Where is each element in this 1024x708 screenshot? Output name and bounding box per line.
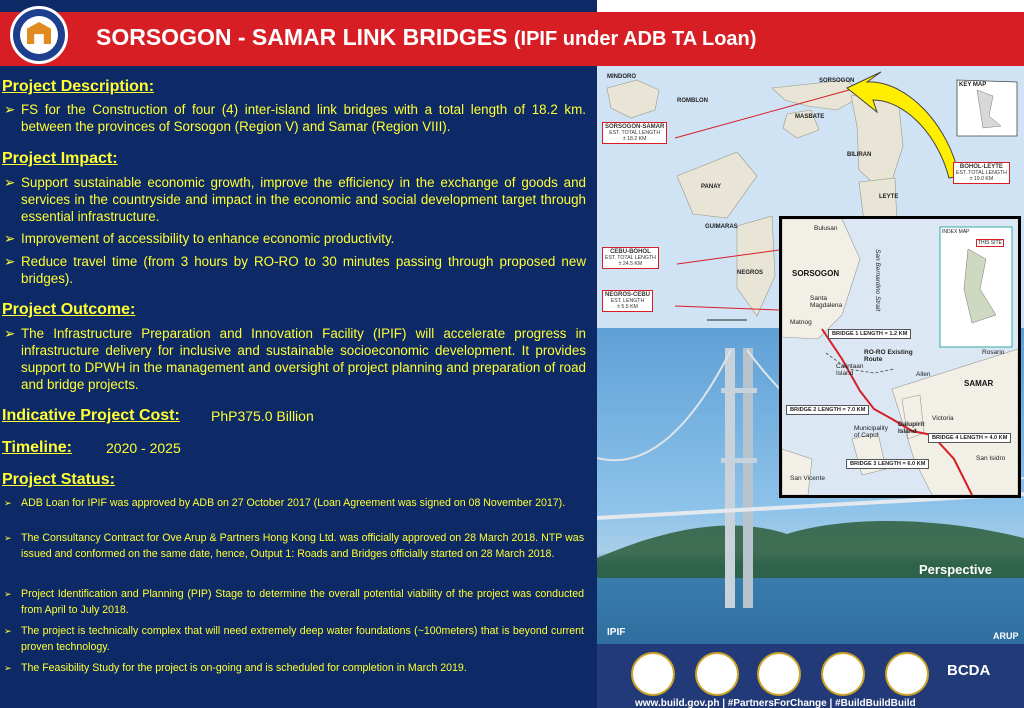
impact-item: ➢ Improvement of accessibility to enhance economic productivity. xyxy=(4,231,395,246)
link-length-box: CEBU-BOHOL EST. TOTAL LENGTH ± 24.5 KM xyxy=(602,247,659,269)
inset-label: INDEX MAP xyxy=(942,229,970,235)
inset-label: Municipality of Capul xyxy=(854,425,888,439)
arrow-bullet-icon: ➢ xyxy=(4,254,16,269)
dotr-seal-icon xyxy=(695,652,739,696)
timeline-label: Timeline: xyxy=(2,439,72,456)
bridge-length-box: BRIDGE 1 LENGTH = 1.2 KM xyxy=(828,329,911,339)
inset-label: Victoria xyxy=(932,415,954,422)
inset-label: SAMAR xyxy=(964,379,994,388)
perspective-caption: Perspective xyxy=(919,562,992,577)
arrow-bullet-icon: ➢ xyxy=(4,326,16,341)
outcome-heading: Project Outcome: xyxy=(2,301,136,318)
inset-label: Matnog xyxy=(790,319,812,326)
map-label: MASBATE xyxy=(795,114,825,120)
cost-label: Indicative Project Cost: xyxy=(2,407,180,424)
arrow-bullet-icon: ➢ xyxy=(4,589,12,599)
arrow-bullet-icon: ➢ xyxy=(4,175,16,190)
timeline-value: 2020 - 2025 xyxy=(106,440,181,456)
status-item: ➢ The Feasibility Study for the project is on-going and is scheduled for completion in March 2019. xyxy=(4,662,467,674)
link-length-box: NEGROS-CEBU EST. LENGTH ± 5.5 KM xyxy=(602,290,653,312)
arrow-bullet-icon: ➢ xyxy=(4,498,12,508)
description-item: ➢ FS for the Construction of four (4) inter-island link bridges with a total length of 18.2 km. between the provinces of Sorsogon (Region V) and Samar (Region VIII). xyxy=(4,102,586,134)
map-label: PANAY xyxy=(701,184,722,190)
map-label: BILIRAN xyxy=(847,152,872,158)
map-label: MINDORO xyxy=(607,74,636,80)
inset-label: THIS SITE xyxy=(978,240,1002,246)
map-label: LEYTE xyxy=(879,194,899,200)
inset-label: Calintaan Island xyxy=(836,363,864,377)
status-item: ➢ ADB Loan for IPIF was approved by ADB on 27 October 2017 (Loan Agreement was signed on 08 November 2017). xyxy=(4,497,566,509)
page-title: SORSOGON - SAMAR LINK BRIDGES (IPIF under ADB TA Loan) xyxy=(96,24,757,50)
inset-label: Dalupirit Island xyxy=(898,421,925,435)
arrow-bullet-icon: ➢ xyxy=(4,663,12,673)
impact-heading: Project Impact: xyxy=(2,150,118,167)
map-label: KEY MAP xyxy=(959,82,987,88)
inset-label: SORSOGON xyxy=(792,269,840,278)
map-label: ROMBLON xyxy=(677,98,708,104)
impact-item: ➢ Support sustainable economic growth, improve the efficiency in the exchange of goods and services in the countryside and impact in the economic and social development target through essential infrastructure. xyxy=(4,175,586,224)
link-length-box: BOHOL-LEYTE EST. TOTAL LENGTH ± 19.0 KM xyxy=(953,162,1010,184)
status-item: ➢ The Consultancy Contract for Ove Arup & Partners Hong Kong Ltd. was officially approved on 28 March 2018. NTP was issued and conformed on the same date, hence, Output 1: Roads and Bridges officially started on 28 March 2018. xyxy=(4,532,584,560)
header-top-strip-white xyxy=(597,0,1024,12)
dpwh-logo xyxy=(10,6,68,64)
outcome-item: ➢ The Infrastructure Preparation and Innovation Facility (IPIF) will accelerate progress in infrastructure delivery for inclusive and sustainable socioeconomic development. It provides support to DPWH in the management and oversight of project planning and preparation of road and bridge projects. xyxy=(4,326,586,392)
inset-label: RO-RO Existing Route xyxy=(864,349,913,363)
inset-label: San Isidro xyxy=(976,455,1006,462)
header-top-strip-blue xyxy=(0,0,597,12)
inset-label: Allen xyxy=(916,371,931,378)
arrow-bullet-icon: ➢ xyxy=(4,626,12,636)
ipif-logo-text: IPIF xyxy=(607,627,626,638)
inset-label: Rosario xyxy=(982,349,1005,356)
inset-label: Santa Magdalena xyxy=(810,295,843,309)
page-title-suffix: (IPIF under ADB TA Loan) xyxy=(513,28,757,50)
arrow-bullet-icon: ➢ xyxy=(4,533,12,543)
impact-item: ➢ Reduce travel time (from 3 hours by RO-RO to 30 minutes passing through proposed new bridges). xyxy=(4,254,586,286)
map-label: SORSOGON xyxy=(819,78,855,84)
arrow-bullet-icon: ➢ xyxy=(4,102,16,117)
description-heading: Project Description: xyxy=(2,78,155,95)
illustration-panel xyxy=(597,66,1024,708)
dbm-seal-icon xyxy=(821,652,865,696)
bridge-length-box: BRIDGE 4 LENGTH = 4.0 KM xyxy=(928,433,1011,443)
map-label: NEGROS xyxy=(737,270,764,276)
status-item: ➢ Project Identification and Planning (PIP) Stage to determine the overall potential viability of the project was conducted from April to July 2018. xyxy=(4,588,584,616)
link-length-box: SORSOGON-SAMAR EST. TOTAL LENGTH ± 18.2 KM xyxy=(602,122,667,144)
map-label: GUIMARAS xyxy=(705,224,738,230)
cost-value: PhP375.0 Billion xyxy=(211,408,314,424)
status-heading: Project Status: xyxy=(2,471,115,488)
arup-logo-text: ARUP xyxy=(993,631,1019,641)
bridge-length-box: BRIDGE 3 LENGTH = 6.0 KM xyxy=(846,459,929,469)
agency-logos-strip xyxy=(597,644,1024,708)
bcda-logo: BCDA xyxy=(947,662,991,679)
status-item: ➢ The project is technically complex that will need extremely deep water foundations (~100meters) that is beyond current proven technology. xyxy=(4,625,584,653)
arrow-bullet-icon: ➢ xyxy=(4,231,16,246)
bridge-length-box: BRIDGE 2 LENGTH = 7.0 KM xyxy=(786,405,869,415)
dof-seal-icon xyxy=(885,652,929,696)
website-hashtags[interactable]: www.build.gov.ph | #PartnersForChange | #BuildBuildBuild xyxy=(635,698,916,708)
inset-label: San Vicente xyxy=(790,475,825,482)
inset-label: San Bernardino Strait xyxy=(874,249,881,312)
header-bar xyxy=(0,0,1024,66)
bridge-alignment-map xyxy=(779,216,1021,498)
dpwh-seal-icon xyxy=(631,652,675,696)
inset-label: Bulusan xyxy=(814,225,838,232)
neda-seal-icon xyxy=(757,652,801,696)
